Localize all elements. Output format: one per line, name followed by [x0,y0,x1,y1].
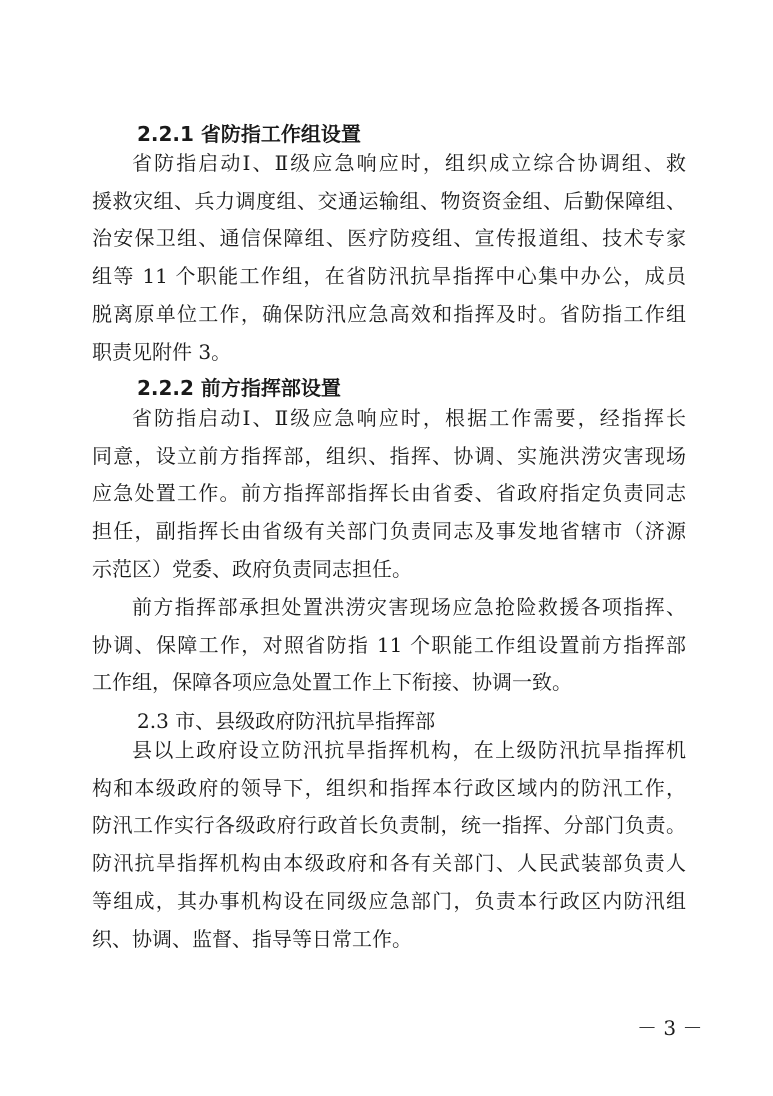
paragraph-line: 担任，副指挥长由省级有关部门负责同志及事发地省辖市（济源 [92,519,686,544]
paragraph-line: 治安保卫组、通信保障组、医疗防疫组、宣传报道组、技术专家 [92,226,686,251]
paragraph-line: 防汛抗旱指挥机构由本级政府和各有关部门、人民武装部负责人 [92,851,686,876]
paragraph-line: 协调、保障工作，对照省防指 11 个职能工作组设置前方指挥部 [92,632,686,657]
paragraph-2-2-2-a [92,400,686,589]
paragraph-line: 县以上政府设立防汛抗旱指挥机构，在上级防汛抗旱指挥机 [132,738,686,762]
paragraph-line: 脱离原单位工作，确保防汛应急高效和指挥及时。省防指工作组 [92,301,686,326]
section-heading-2-2-1: 2.2.1 省防指工作组设置 [137,122,361,146]
paragraph-line: 织、协调、监督、指导等日常工作。 [92,926,412,951]
paragraph-line: 防汛工作实行各级政府行政首长负责制，统一指挥、分部门负责。 [92,813,686,838]
paragraph-2-3 [92,732,686,958]
section-heading-2-3: 2.3 市、县级政府防汛抗旱指挥部 [137,709,436,733]
paragraph-line: 组等 11 个职能工作组，在省防汛抗旱指挥中心集中办公，成员 [92,264,686,289]
paragraph-line: 同意，设立前方指挥部，组织、指挥、协调、实施洪涝灾害现场 [92,443,686,468]
paragraph-line: 等组成，其办事机构设在同级应急部门，负责本行政区内防汛组 [92,888,686,913]
paragraph-line: 工作组，保障各项应急处置工作上下衔接、协调一致。 [92,670,572,695]
paragraph-2-2-1 [92,145,686,371]
paragraph-line: 省防指启动Ⅰ、Ⅱ级应急响应时，根据工作需要，经指挥长 [132,406,686,430]
paragraph-line: 应急处置工作。前方指挥部指挥长由省委、省政府指定负责同志 [92,481,686,506]
section-heading-2-2-2: 2.2.2 前方指挥部设置 [137,376,341,400]
paragraph-line: 省防指启动Ⅰ、Ⅱ级应急响应时，组织成立综合协调组、救 [132,151,686,175]
paragraph-line: 前方指挥部承担处置洪涝灾害现场应急抢险救援各项指挥、 [132,595,686,619]
paragraph-line: 援救灾组、兵力调度组、交通运输组、物资资金组、后勤保障组、 [92,188,686,213]
paragraph-line: 职责见附件 3。 [92,339,232,364]
paragraph-line: 示范区）党委、政府负责同志担任。 [92,556,412,581]
paragraph-line: 构和本级政府的领导下，组织和指挥本行政区域内的防汛工作， [92,775,686,800]
page-number: － 3 － [637,1016,703,1040]
paragraph-2-2-2-b [92,589,686,702]
